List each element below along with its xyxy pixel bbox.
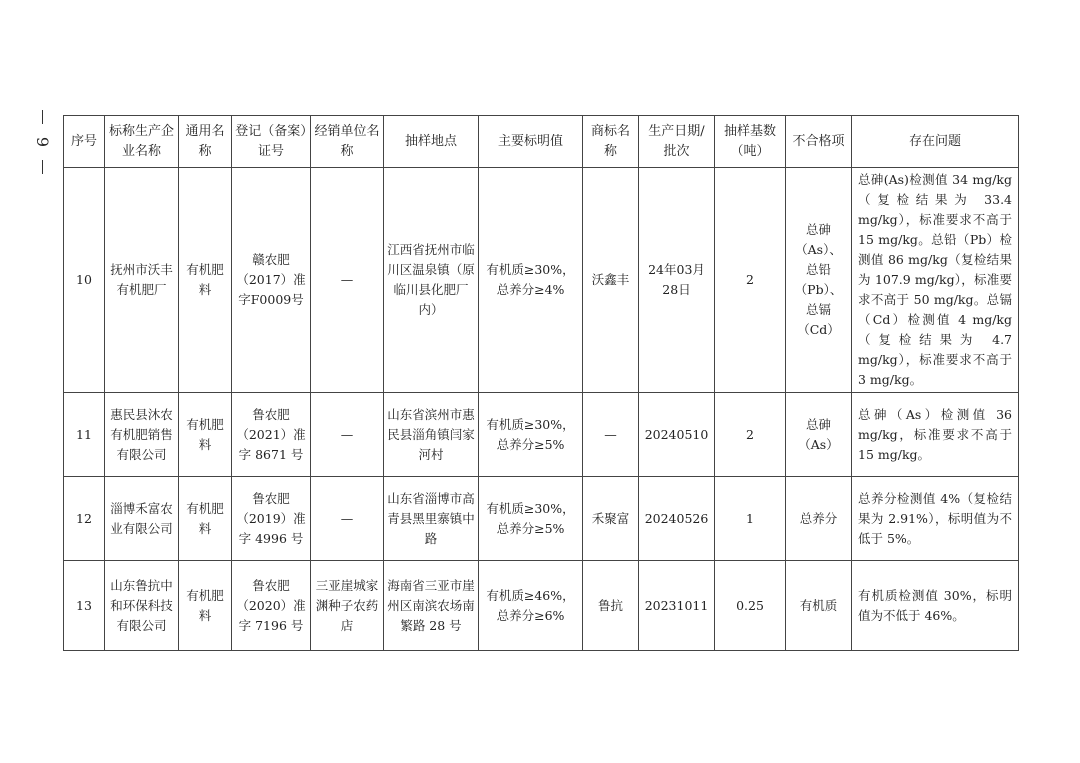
cell-failed-item: 有机质	[786, 561, 852, 651]
cell-reg-no: 赣农肥（2017）准字F0009号	[232, 168, 311, 393]
cell-base: 2	[715, 168, 786, 393]
cell-company: 山东鲁抗中和环保科技有限公司	[105, 561, 179, 651]
header-distributor: 经销单位名称	[311, 116, 384, 168]
header-location: 抽样地点	[384, 116, 479, 168]
cell-failed-item: 总砷（As）	[786, 393, 852, 477]
inspection-results-table	[63, 115, 1019, 651]
cell-batch: 24年03月28日	[639, 168, 715, 393]
cell-problem: 总养分检测值 4%（复检结果为 2.91%），标明值为不低于 5%。	[852, 477, 1019, 561]
cell-company: 惠民县沐农有机肥销售有限公司	[105, 393, 179, 477]
page-number-dash-bottom	[42, 160, 43, 174]
cell-generic-name: 有机肥料	[179, 477, 232, 561]
cell-labeled-value: 有机质≥30%，总养分≥5%	[479, 477, 583, 561]
table-row	[64, 561, 1019, 651]
cell-reg-no: 鲁农肥（2021）准字 8671 号	[232, 393, 311, 477]
cell-location: 山东省淄博市高青县黑里寨镇中路	[384, 477, 479, 561]
header-generic-name: 通用名称	[179, 116, 232, 168]
cell-generic-name: 有机肥料	[179, 393, 232, 477]
page-number	[30, 110, 54, 174]
cell-no: 10	[64, 168, 105, 393]
cell-no: 11	[64, 393, 105, 477]
cell-labeled-value: 有机质≥30%，总养分≥5%	[479, 393, 583, 477]
cell-company: 淄博禾富农业有限公司	[105, 477, 179, 561]
cell-generic-name: 有机肥料	[179, 561, 232, 651]
header-batch: 生产日期/批次	[639, 116, 715, 168]
cell-problem: 有机质检测值 30%，标明值为不低于 46%。	[852, 561, 1019, 651]
page-number-value: 9	[33, 136, 52, 148]
header-company: 标称生产企业名称	[105, 116, 179, 168]
header-base: 抽样基数（吨）	[715, 116, 786, 168]
header-failed-item: 不合格项	[786, 116, 852, 168]
header-brand: 商标名称	[583, 116, 639, 168]
cell-base: 2	[715, 393, 786, 477]
cell-distributor: —	[311, 477, 384, 561]
cell-brand: 禾聚富	[583, 477, 639, 561]
cell-location: 江西省抚州市临川区温泉镇（原临川县化肥厂内）	[384, 168, 479, 393]
cell-problem: 总砷（As）检测值 36 mg/kg，标准要求不高于 15 mg/kg。	[852, 393, 1019, 477]
cell-batch: 20240510	[639, 393, 715, 477]
cell-distributor: 三亚崖城家渊种子农药店	[311, 561, 384, 651]
table-row	[64, 477, 1019, 561]
cell-labeled-value: 有机质≥46%，总养分≥6%	[479, 561, 583, 651]
table-row	[64, 168, 1019, 393]
table-row	[64, 393, 1019, 477]
cell-no: 13	[64, 561, 105, 651]
header-labeled-value: 主要标明值	[479, 116, 583, 168]
cell-batch: 20231011	[639, 561, 715, 651]
cell-failed-item: 总砷（As）、总铅（Pb）、总镉（Cd）	[786, 168, 852, 393]
cell-company: 抚州市沃丰有机肥厂	[105, 168, 179, 393]
cell-brand: 沃鑫丰	[583, 168, 639, 393]
cell-brand: —	[583, 393, 639, 477]
cell-batch: 20240526	[639, 477, 715, 561]
cell-distributor: —	[311, 393, 384, 477]
header-no: 序号	[64, 116, 105, 168]
cell-reg-no: 鲁农肥（2019）准字 4996 号	[232, 477, 311, 561]
table-header-row	[64, 116, 1019, 168]
cell-no: 12	[64, 477, 105, 561]
cell-labeled-value: 有机质≥30%，总养分≥4%	[479, 168, 583, 393]
cell-problem: 总砷(As)检测值 34 mg/kg（复检结果为 33.4 mg/kg），标准要求不高于 15 mg/kg。总铅（Pb）检测值 86 mg/kg（复检结果为 107.9 mg/kg），标准要求不高于 50 mg/kg。总镉（Cd）检测值 4 mg/kg（复检结果为 4.7 mg/kg），标准要求不高于 3 mg/kg。	[852, 168, 1019, 393]
cell-base: 0.25	[715, 561, 786, 651]
page-number-dash-top	[42, 110, 43, 124]
header-problem: 存在问题	[852, 116, 1019, 168]
cell-reg-no: 鲁农肥（2020）准字 7196 号	[232, 561, 311, 651]
header-reg-no: 登记（备案）证号	[232, 116, 311, 168]
cell-location: 海南省三亚市崖州区南滨农场南繁路 28 号	[384, 561, 479, 651]
cell-location: 山东省滨州市惠民县淄角镇闫家河村	[384, 393, 479, 477]
cell-distributor: —	[311, 168, 384, 393]
cell-base: 1	[715, 477, 786, 561]
cell-brand: 鲁抗	[583, 561, 639, 651]
cell-failed-item: 总养分	[786, 477, 852, 561]
cell-generic-name: 有机肥料	[179, 168, 232, 393]
